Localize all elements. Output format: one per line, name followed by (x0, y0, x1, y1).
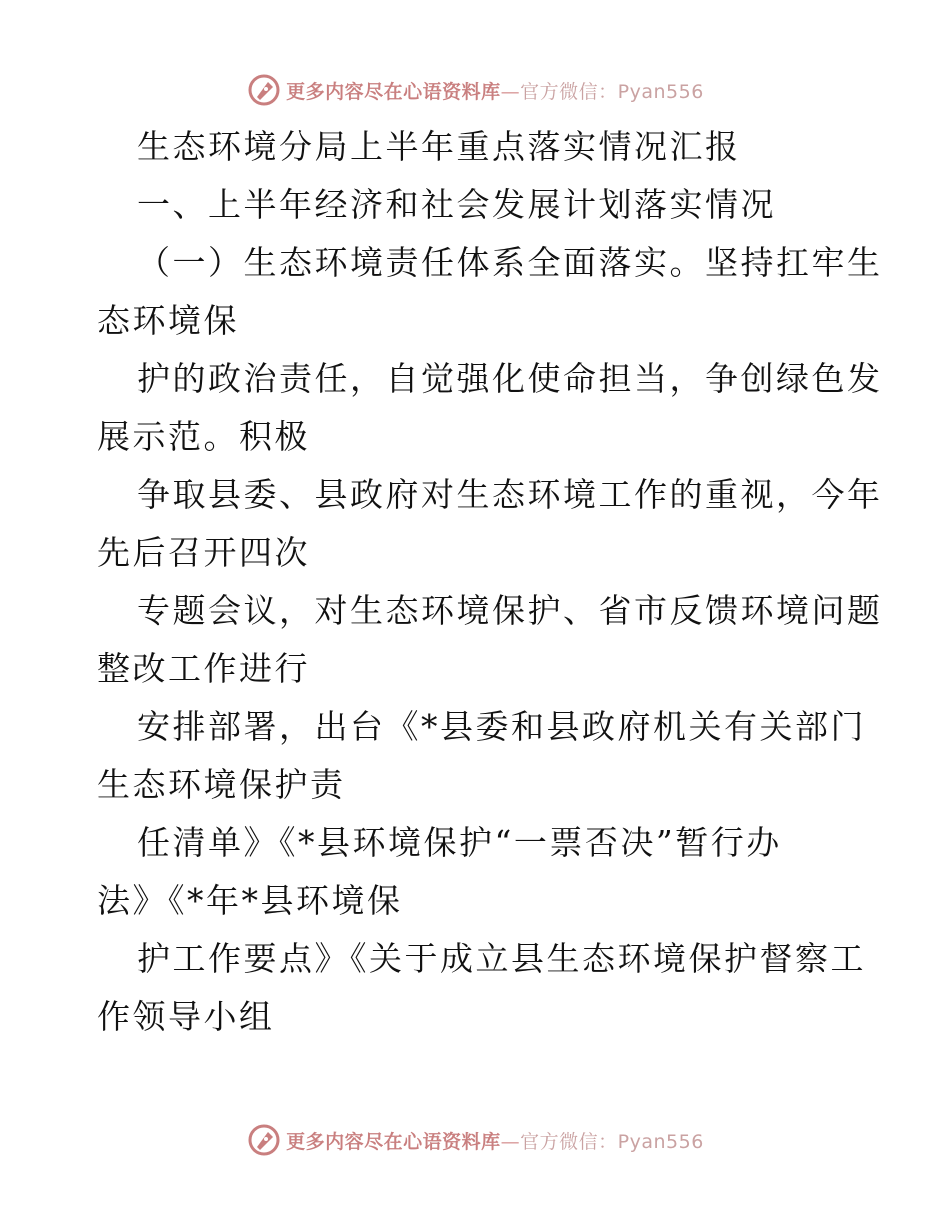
watermark-separator: — (500, 1130, 521, 1153)
document-title: 生态环境分局上半年重点落实情况汇报 (137, 127, 741, 166)
paragraph-line: 法》《*年*县环境保 (97, 881, 403, 920)
header-watermark-banner (0, 70, 950, 110)
watermark-site: 更多内容尽在心语资料库 (286, 1130, 501, 1153)
watermark-text (286, 77, 704, 104)
watermark-separator: — (500, 80, 521, 103)
footer-watermark-banner (0, 1120, 950, 1160)
paragraph-line: 安排部署，出台《*县委和县政府机关有关部门 (137, 707, 866, 746)
paragraph-line: 先后召开四次 (97, 533, 310, 572)
paragraph-line: 护的政治责任，自觉强化使命担当，争创绿色发 (137, 359, 883, 398)
pen-nib-circle-icon (246, 1122, 282, 1158)
watermark-site: 更多内容尽在心语资料库 (286, 80, 501, 103)
section-heading: 一、上半年经济和社会发展计划落实情况 (137, 185, 776, 224)
paragraph-line: 任清单》《*县环境保护“一票否决”暂行办 (137, 823, 782, 862)
watermark-wechat: 官方微信：Pyan556 (520, 80, 704, 103)
watermark-wechat: 官方微信：Pyan556 (520, 1130, 704, 1153)
paragraph-line: 生态环境保护责 (97, 765, 346, 804)
paragraph-line: 专题会议，对生态环境保护、省市反馈环境问题 (137, 591, 883, 630)
paragraph-line: 争取县委、县政府对生态环境工作的重视，今年 (137, 475, 883, 514)
paragraph-line: （一）生态环境责任体系全面落实。坚持扛牢生 (137, 243, 883, 282)
paragraph-line: 态环境保 (97, 301, 239, 340)
watermark-text (286, 1127, 704, 1154)
paragraph-line: 整改工作进行 (97, 649, 310, 688)
paragraph-line: 护工作要点》《关于成立县生态环境保护督察工 (137, 939, 866, 978)
paragraph-line: 作领导小组 (97, 997, 275, 1036)
pen-nib-circle-icon (246, 72, 282, 108)
paragraph-line: 展示范。积极 (97, 417, 310, 456)
